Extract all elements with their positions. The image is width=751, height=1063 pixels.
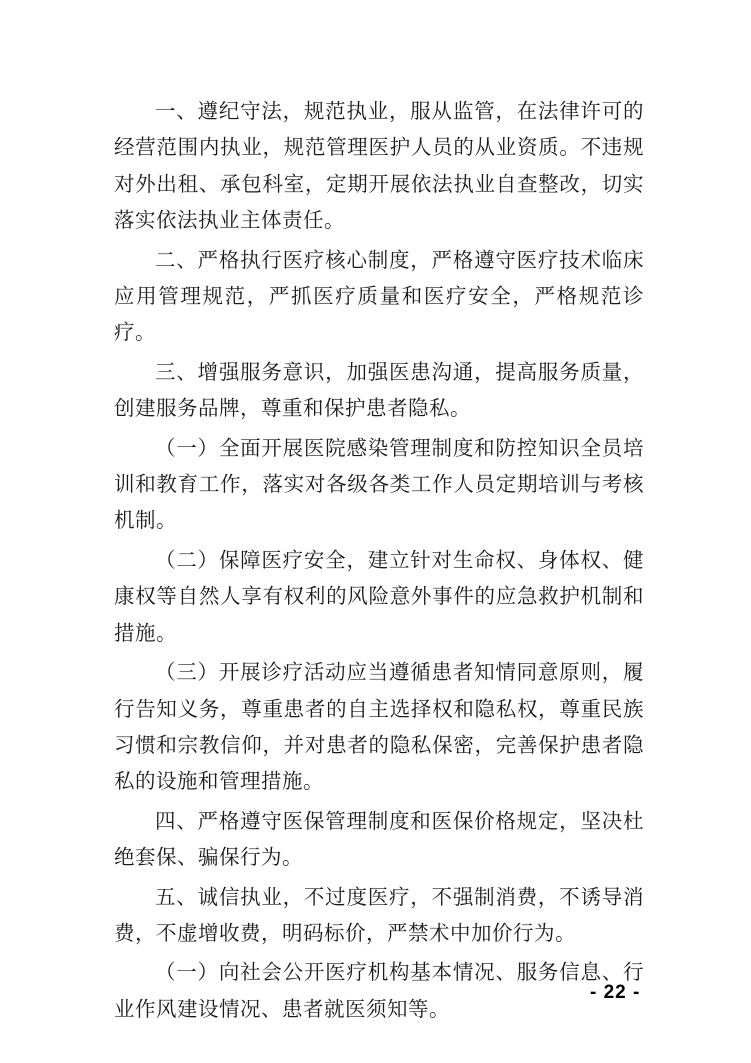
- paragraph-3-sub-2: （二）保障医疗安全，建立针对生命权、身体权、健康权等自然人享有权利的风险意外事件的应急救护机制和措施。: [114, 547, 644, 645]
- paragraph-1: 一、遵纪守法，规范执业，服从监管，在法律许可的经营范围内执业，规范管理医护人员的从业资质。不违规对外出租、承包科室，定期开展依法执业自查整改，切实落实依法执业主体责任。: [114, 99, 644, 233]
- paragraph-2: 二、严格执行医疗核心制度，严格遵守医疗技术临床应用管理规范，严抓医疗质量和医疗安全，严格规范诊疗。: [114, 247, 644, 345]
- paragraph-4: 四、严格遵守医保管理制度和医保价格规定，坚决杜绝套保、骗保行为。: [114, 808, 644, 870]
- paragraph-5: 五、诚信执业，不过度医疗，不强制消费，不诱导消费，不虚增收费，明码标价，严禁术中加价行为。: [114, 884, 644, 945]
- paragraph-3-sub-1: （一）全面开展医院感染管理制度和防控知识全员培训和教育工作，落实对各级各类工作人员定期培训与考核机制。: [114, 435, 644, 533]
- document-body: [114, 93, 644, 1030]
- paragraph-3-sub-3: （三）开展诊疗活动应当遵循患者知情同意原则，履行告知义务，尊重患者的自主选择权和隐私权，尊重民族习惯和宗教信仰，并对患者的隐私保密，完善保护患者隐私的设施和管理措施。: [114, 660, 644, 794]
- paragraph-3: 三、增强服务意识，加强医患沟通，提高服务质量，创建服务品牌，尊重和保护患者隐私。: [114, 359, 644, 421]
- paragraph-5-sub-1: （一）向社会公开医疗机构基本情况、服务信息、行业作风建设情况、患者就医须知等。: [114, 960, 644, 1021]
- page-number: - 22 -: [590, 982, 641, 1003]
